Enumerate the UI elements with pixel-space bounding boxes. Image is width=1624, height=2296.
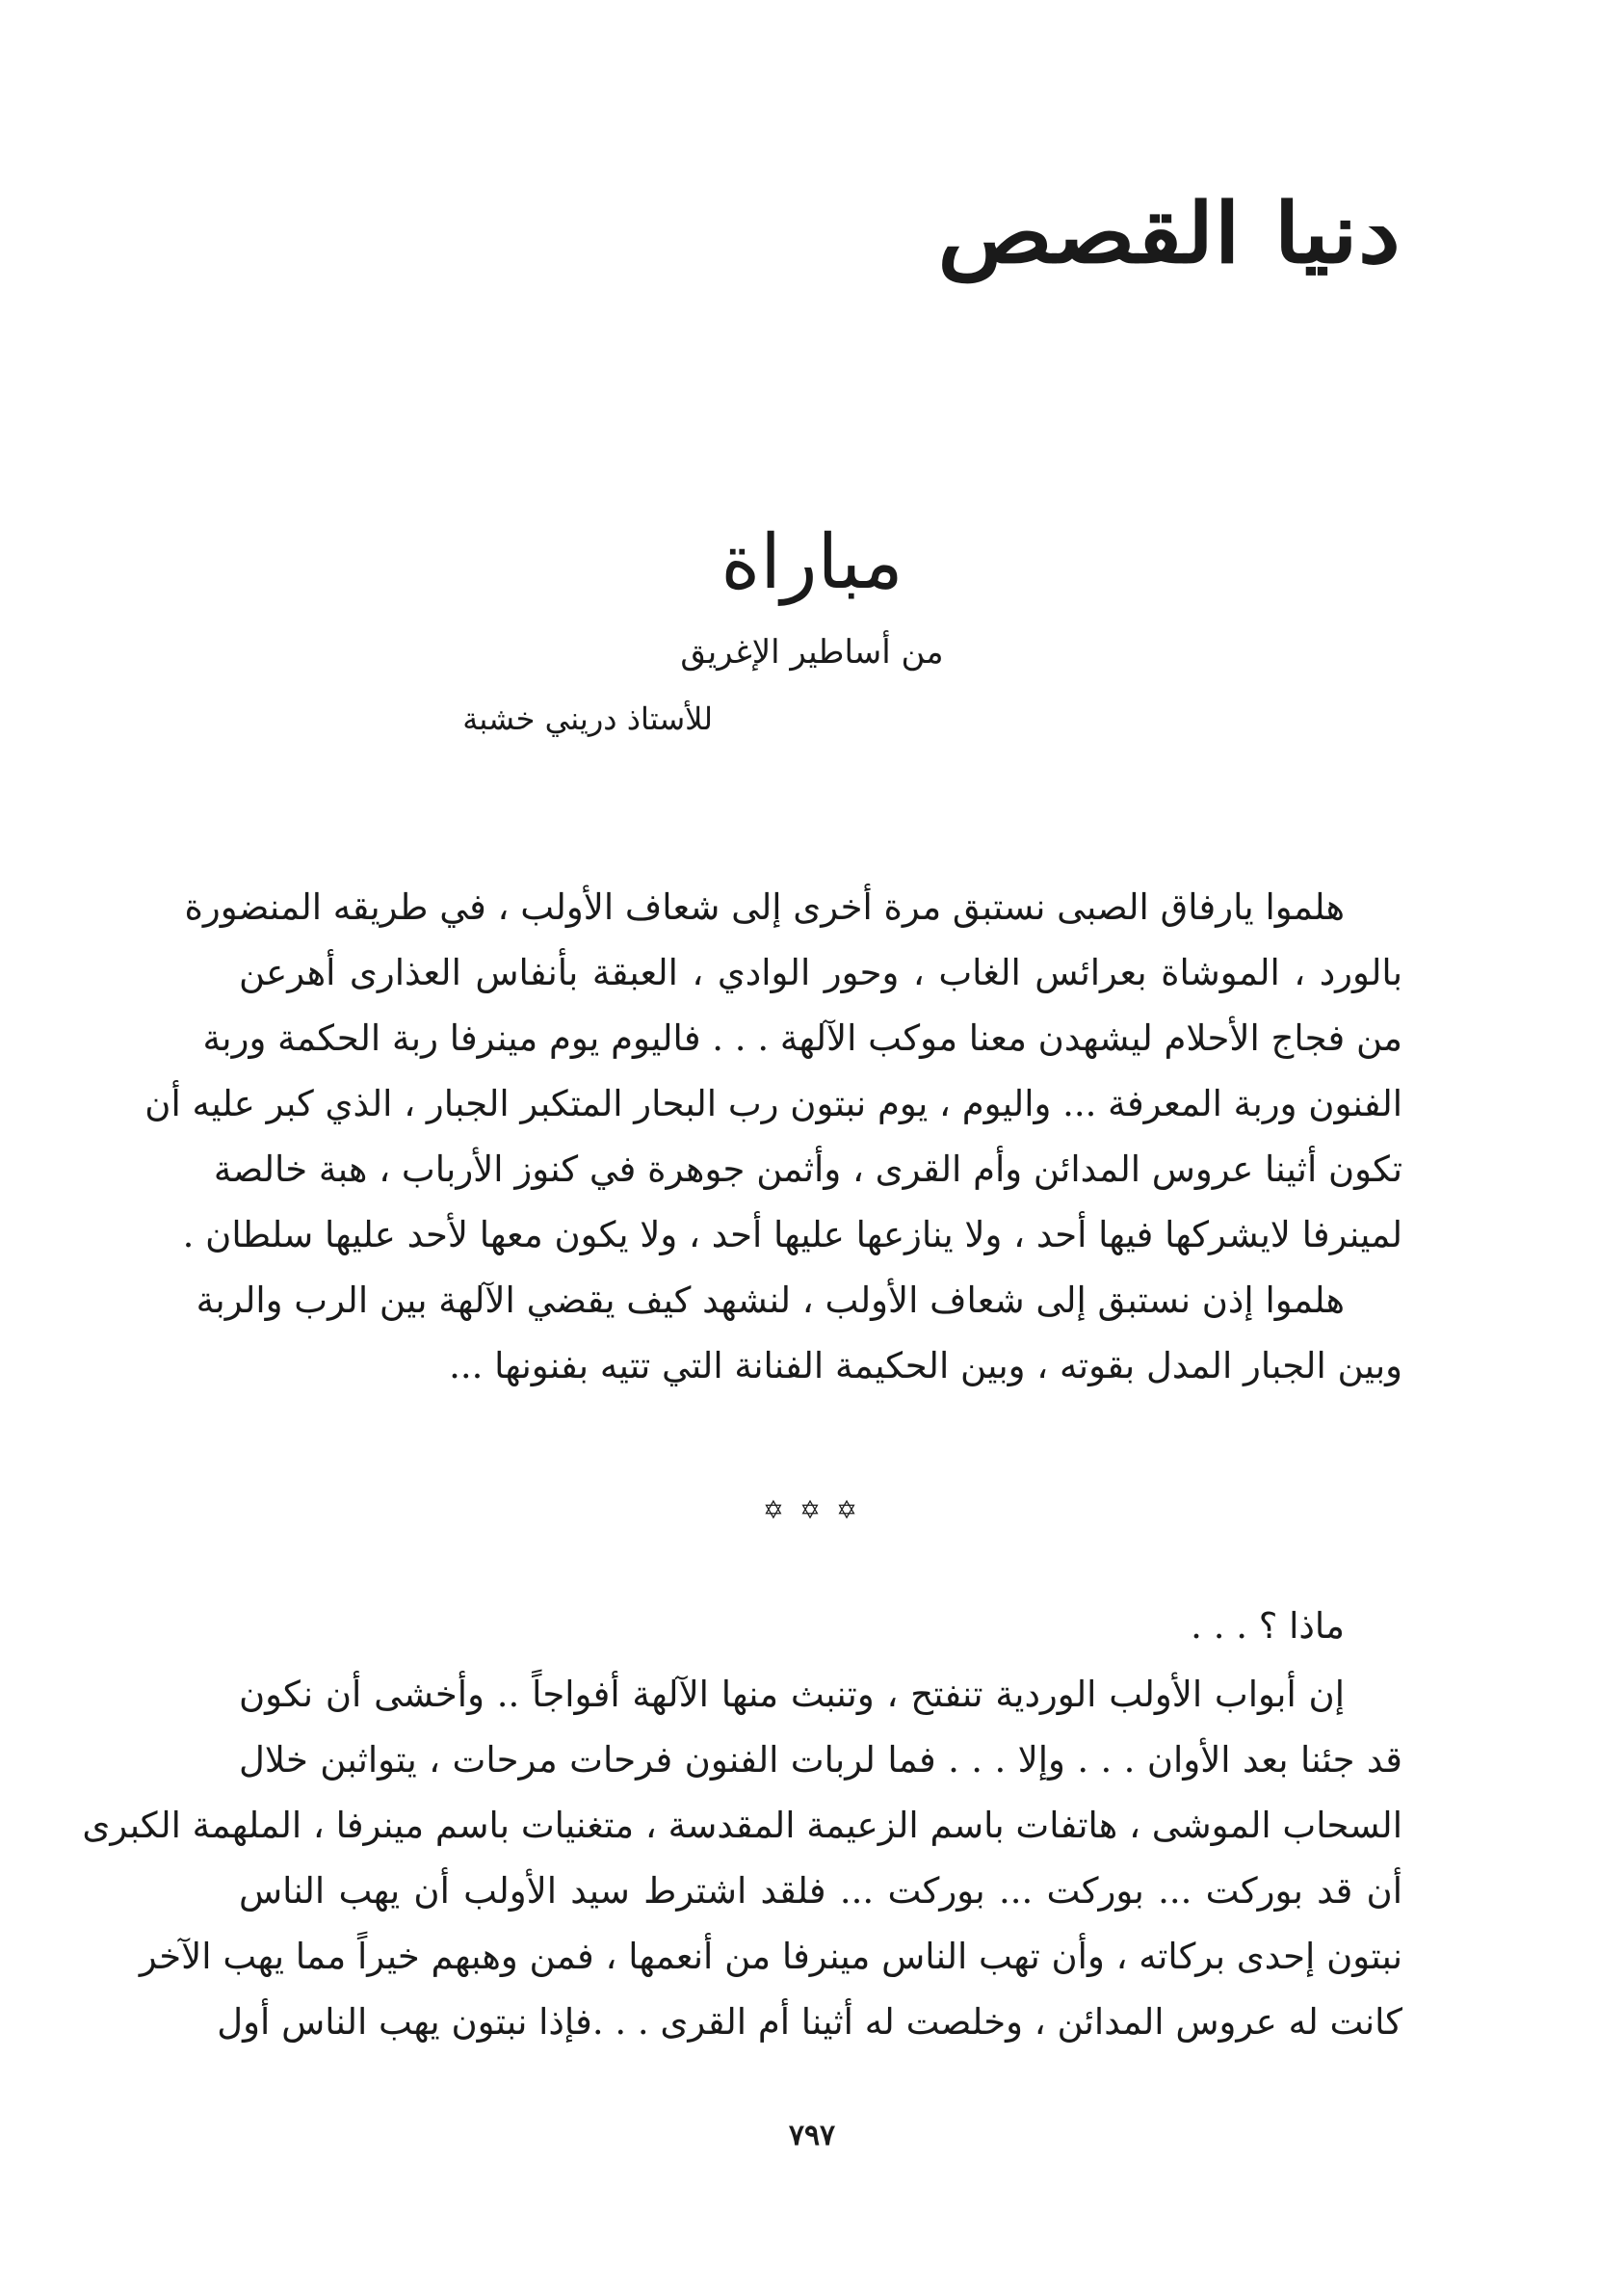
section-heading: دنيا القصص [937, 185, 1401, 282]
section-separator: ✡ ✡ ✡ [763, 1496, 861, 1525]
text-line: السحاب الموشى ، هاتفات باسم الزعيمة المقدسة ، متغنيات باسم مينرفا ، الملهمة الكبرى [82, 1805, 1402, 1846]
text-line: هلموا يارفاق الصبى نستبق مرة أخرى إلى شعاف الأولب ، في طريقه المنضورة [184, 886, 1345, 928]
article-author: للأستاذ دريني خشبة [462, 700, 713, 737]
paragraph-1 [144, 875, 1402, 1268]
paragraph-3 [239, 1594, 1402, 1659]
text-line: نبتون إحدى بركاته ، وأن تهب الناس مينرفا من أنعمها ، فمن وهبهم خيراً مما يهب الآخر [139, 1936, 1402, 1977]
text-line: لمينرفا لايشركها فيها أحد ، ولا ينازعها عليها أحد ، ولا يكون معها لأحد عليها سلطان . [182, 1214, 1402, 1255]
text-line: ماذا ؟ . . . [1191, 1605, 1345, 1647]
text-line: قد جئنا بعد الأوان . . . وإلا . . . فما لربات الفنون فرحات مرحات ، يتواثبن خلال [239, 1739, 1402, 1781]
text-line: إن أبواب الأولب الوردية تنفتح ، وتنبث منها الآلهة أفواجاً .. وأخشى أن نكون [239, 1674, 1345, 1715]
article-title: مباراة [720, 519, 904, 606]
text-line: الفنون وربة المعرفة ... واليوم ، يوم نبتون رب البحار المتكبر الجبار ، الذي كبر عليه أن [144, 1083, 1402, 1124]
text-line: كانت له عروس المدائن ، وخلصت له أثينا أم القرى . . .فإذا نبتون يهب الناس أول [217, 2001, 1402, 2043]
text-line: وبين الجبار المدل بقوته ، وبين الحكيمة الفنانة التي تتيه بفنونها ... [449, 1345, 1402, 1386]
text-line: تكون أثينا عروس المدائن وأم القرى ، وأثمن جوهرة في كنوز الأرباب ، هبة خالصة [213, 1148, 1402, 1190]
paragraph-2 [196, 1268, 1402, 1399]
text-line: هلموا إذن نستبق إلى شعاف الأولب ، لنشهد كيف يقضي الآلهة بين الرب والربة [196, 1280, 1345, 1321]
page-number: ٧٩٧ [788, 2119, 836, 2152]
article-subtitle: من أساطير الإغريق [680, 633, 944, 672]
text-line: بالورد ، الموشاة بعرائس الغاب ، وحور الوادي ، العبقة بأنفاس العذارى أهرعن [239, 952, 1402, 993]
text-line: أن قد بوركت ... بوركت ... بوركت ... فلقد اشترط سيد الأولب أن يهب الناس [239, 1870, 1402, 1912]
text-line: من فجاج الأحلام ليشهدن معنا موكب الآلهة . . . فاليوم يوم مينرفا ربة الحكمة وربة [202, 1017, 1402, 1059]
paragraph-4 [82, 1662, 1402, 2055]
